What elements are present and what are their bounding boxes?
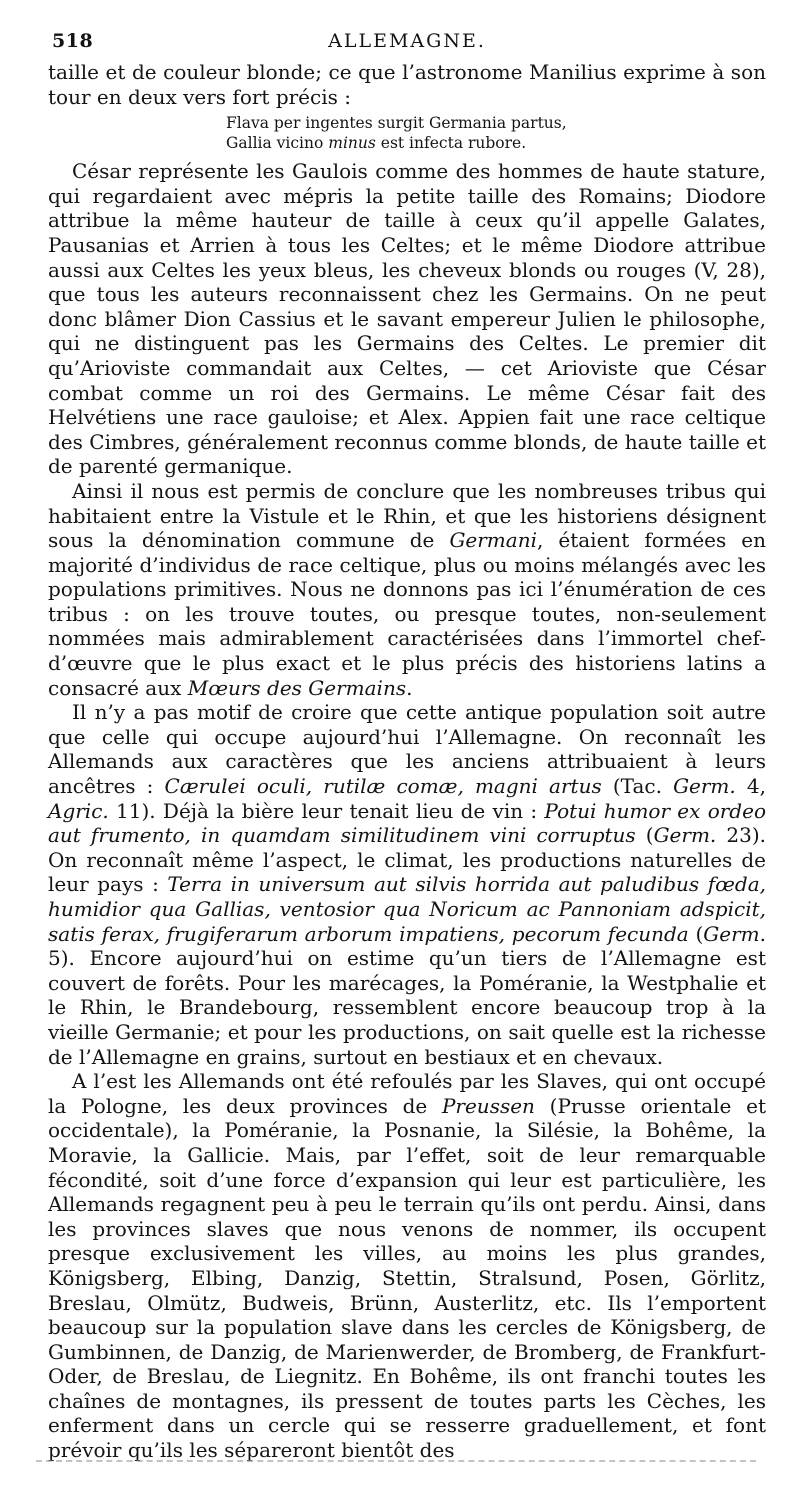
verse-line-1: Flava per ingentes surgit Germania partus, — [226, 114, 567, 133]
p2-text-1: Ainsi il nous est permis de conclure que les nombreuses tribus qui habitaient entre la Vistule et le Rhin, et que les historiens désignent sous la dénomination commune de — [48, 478, 766, 553]
bottom-scan-rule — [36, 1460, 756, 1462]
p2-text-2: , étaient formées en majorité d’individus de race celtique, plus ou moins mélangés avec les populations primitives. Nous ne donnons pas ici l’énumération de ces tribus : on les trouve toutes, ou presque toutes, non-seulement nommées mais admirablement caractérisées dans l’immortel chef-d’œuvre que le plus exact et le plus précis des historiens latins a consacré aux — [48, 528, 767, 700]
paragraph-1: César représente les Gaulois comme des hommes de haute stature, qui regardaient avec mépris la petite taille des Romains; Diodore attribue la même hauteur de taille à ceux qu’il appelle Galates, Pausanias et Arrien à tous les Celtes; et le même Diodore attribue aussi aux Celtes les yeux bleus, les cheveux blonds ou rouges (V, 28), que tous les auteurs reconnaissent chez les Germains. On ne peut donc blâmer Dion Cassius et le savant empereur Julien le philosophe, qui ne distinguent pas les Germains des Celtes. Le premier dit qu’Arioviste commandait aux Celtes, — cet Arioviste que César combat comme un roi des Germains. Le même César fait des Helvétiens une race gauloise; et Alex. Appien fait une race celtique des Cimbres, généralement reconnus comme blonds, de haute taille et de parenté germanique. — [48, 159, 766, 479]
p2-italic-2: Mœurs des Germains — [187, 675, 407, 700]
p4-text-2: (Prusse orientale et occidentale), la Poméranie, la Posnanie, la Silésie, la Bohême, la Moravie, la Gallicie. Mais, par l’effet, soit de leur remarquable fécondité, soit d’une force d’expansion qui leur est particulière, les Allemands regagnent peu à peu le terrain qu’ils ont perdu. Ainsi, dans les provinces slaves que nous venons de nommer, ils occupent presque exclusivement les villes, au moins les plus grandes, Königsberg, Elbing, Danzig, Stettin, Stralsund, Posen, Görlitz, Breslau, Olmütz, Budweis, Brünn, Austerlitz, etc. Ils l’emportent beaucoup sur la population slave dans les cercles de Königsberg, de Gumbinnen, de Danzig, de Marienwerder, de Bromberg, de Frankfurt-Oder, de Breslau, de Liegnitz. En Bohême, ils ont franchi toutes les chaînes de montagnes, ils pressent de toutes parts les Cèches, les enferment dans un cercle qui se resserre graduellement, et font prévoir qu’ils les sépareront bientôt des — [48, 1093, 766, 1463]
verse-line-2-a: Gallia vicino — [226, 134, 329, 153]
paragraph-0: taille et de couleur blonde; ce que l’astronome Manilius exprime à son tour en deux vers fort précis : — [48, 60, 766, 109]
p3-text-8: 5). Encore aujourd’hui on estime qu’un tiers de l’Allemagne est couvert de forêts. Pour les marécages, la Poméranie, la Westphalie et le Rhin, le Brandebourg, ressemblent encore beaucoup trop à la vieille Germanie; et pour les productions, on sait quelle est la richesse de l’Allemagne en grains, surtout en bestiaux et en chevaux. — [48, 946, 766, 1069]
verse-line-2 — [226, 133, 766, 153]
p3-italic-6: Terra in universum aut silvis horrida aut paludibus fœda, humidior qua Gallias, ventosior qua Noricum ac Pannoniam adspicit, satis ferax, frugiferarum arborum impatiens, pecorum fecunda — [48, 872, 766, 946]
verse-line-2-italic: minus — [328, 134, 376, 153]
document-page — [48, 30, 766, 1463]
p2-text-3: . — [406, 675, 413, 700]
p3-italic-3: Agric. — [48, 798, 109, 823]
p3-italic-5: Germ. — [653, 823, 717, 848]
p3-text-6: 23). On reconnaît même l’aspect, le climat, les productions naturelles de leur pays : — [48, 823, 766, 897]
p3-text-5: ( — [635, 823, 654, 848]
p3-text-4: 11). Déjà la bière leur tenait lieu de vin : — [108, 798, 545, 823]
paragraph-3 — [48, 700, 766, 1069]
p3-text-2: (Tac. — [601, 774, 674, 799]
verse-quotation — [226, 113, 766, 153]
p3-italic-7: Germ. — [703, 921, 766, 946]
p4-text-1: A l’est les Allemands ont été refoulés par les Slaves, qui ont occupé la Pologne, les deux provinces de — [48, 1069, 766, 1118]
page-header — [48, 30, 766, 60]
p3-text-7: ( — [688, 921, 704, 946]
body-text — [48, 60, 766, 1463]
paragraph-2 — [48, 479, 766, 700]
p2-italic-1: Germani — [449, 528, 537, 553]
p3-italic-4: Potui humor ex ordeo aut frumento, in quamdam similitudinem vini corruptus — [48, 798, 766, 848]
running-head: ALLEMAGNE. — [328, 30, 486, 52]
page-number: 518 — [52, 30, 94, 52]
paragraph-4 — [48, 1069, 766, 1463]
verse-line-2-c: est infecta rubore. — [375, 134, 527, 153]
p3-text-3: 4, — [735, 774, 766, 799]
p4-italic-1: Preussen — [441, 1093, 535, 1118]
p3-italic-1: Cærulei oculi, rutilæ comæ, magni artus — [164, 774, 602, 799]
p3-italic-2: Germ. — [673, 774, 736, 799]
p3-text-1: Il n’y a pas motif de croire que cette antique population soit autre que celle qui occupe aujourd’hui l’Allemagne. On reconnaît les Allemands aux caractères que les anciens attribuaient à leurs ancêtres : — [48, 700, 766, 799]
